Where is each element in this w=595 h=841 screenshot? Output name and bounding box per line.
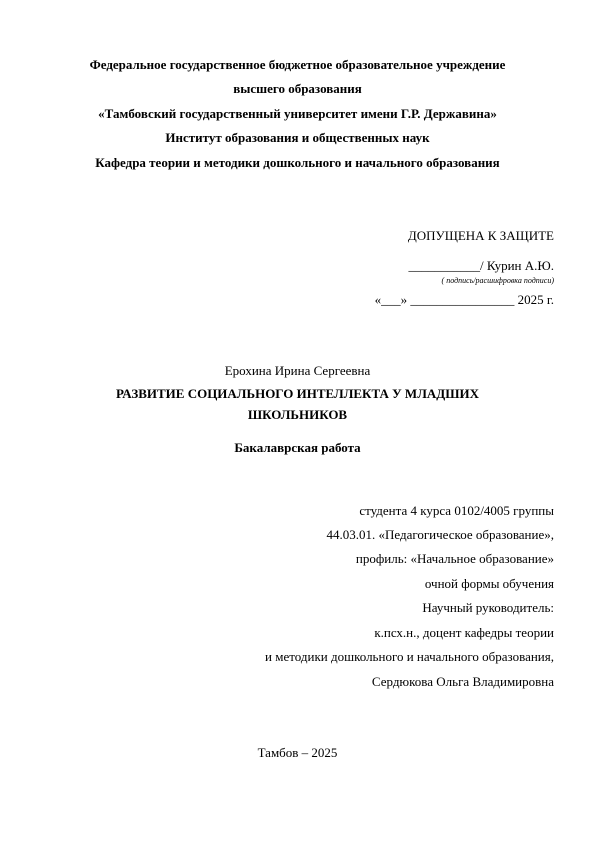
institute-name: Институт образования и общественных наук [165,130,430,145]
signature-caption: ( подпись/расшифровка подписи) [441,276,554,285]
supervisor-label: Научный руководитель: [422,600,554,615]
department-name: Кафедра теории и методики дошкольного и начального образования [95,155,500,170]
approval-title: ДОПУЩЕНА К ЗАЩИТЕ [407,228,554,243]
work-title-line-2: ШКОЛЬНИКОВ [247,407,348,422]
signature-line: ___________/ Курин А.Ю. [408,258,554,273]
student-info-line-4: очной формы обучения [424,576,554,591]
institution-line-1: Федеральное государственное бюджетное образовательное учреждение [89,57,506,72]
institution-line-2: высшего образования [233,81,362,96]
author-name: Ерохина Ирина Сергеевна [224,363,371,378]
work-title-line-1: РАЗВИТИЕ СОЦИАЛЬНОГО ИНТЕЛЛЕКТА У МЛАДШИХ [116,386,479,401]
supervisor-position-1: к.псх.н., доцент кафедры теории [374,625,554,640]
supervisor-name: Сердюкова Ольга Владимировна [371,674,554,689]
student-info-line-3: профиль: «Начальное образование» [355,551,554,566]
approval-date-line: «___» ________________ 2025 г. [374,292,554,307]
work-type: Бакалаврская работа [234,440,361,455]
student-info-line-1: студента 4 курса 0102/4005 группы [359,503,554,518]
university-name: «Тамбовский государственный университет имени Г.Р. Державина» [98,106,497,121]
supervisor-position-2: и методики дошкольного и начального образования, [265,649,554,664]
city-year: Тамбов – 2025 [257,745,338,760]
student-info-line-2: 44.03.01. «Педагогическое образование», [326,527,554,542]
